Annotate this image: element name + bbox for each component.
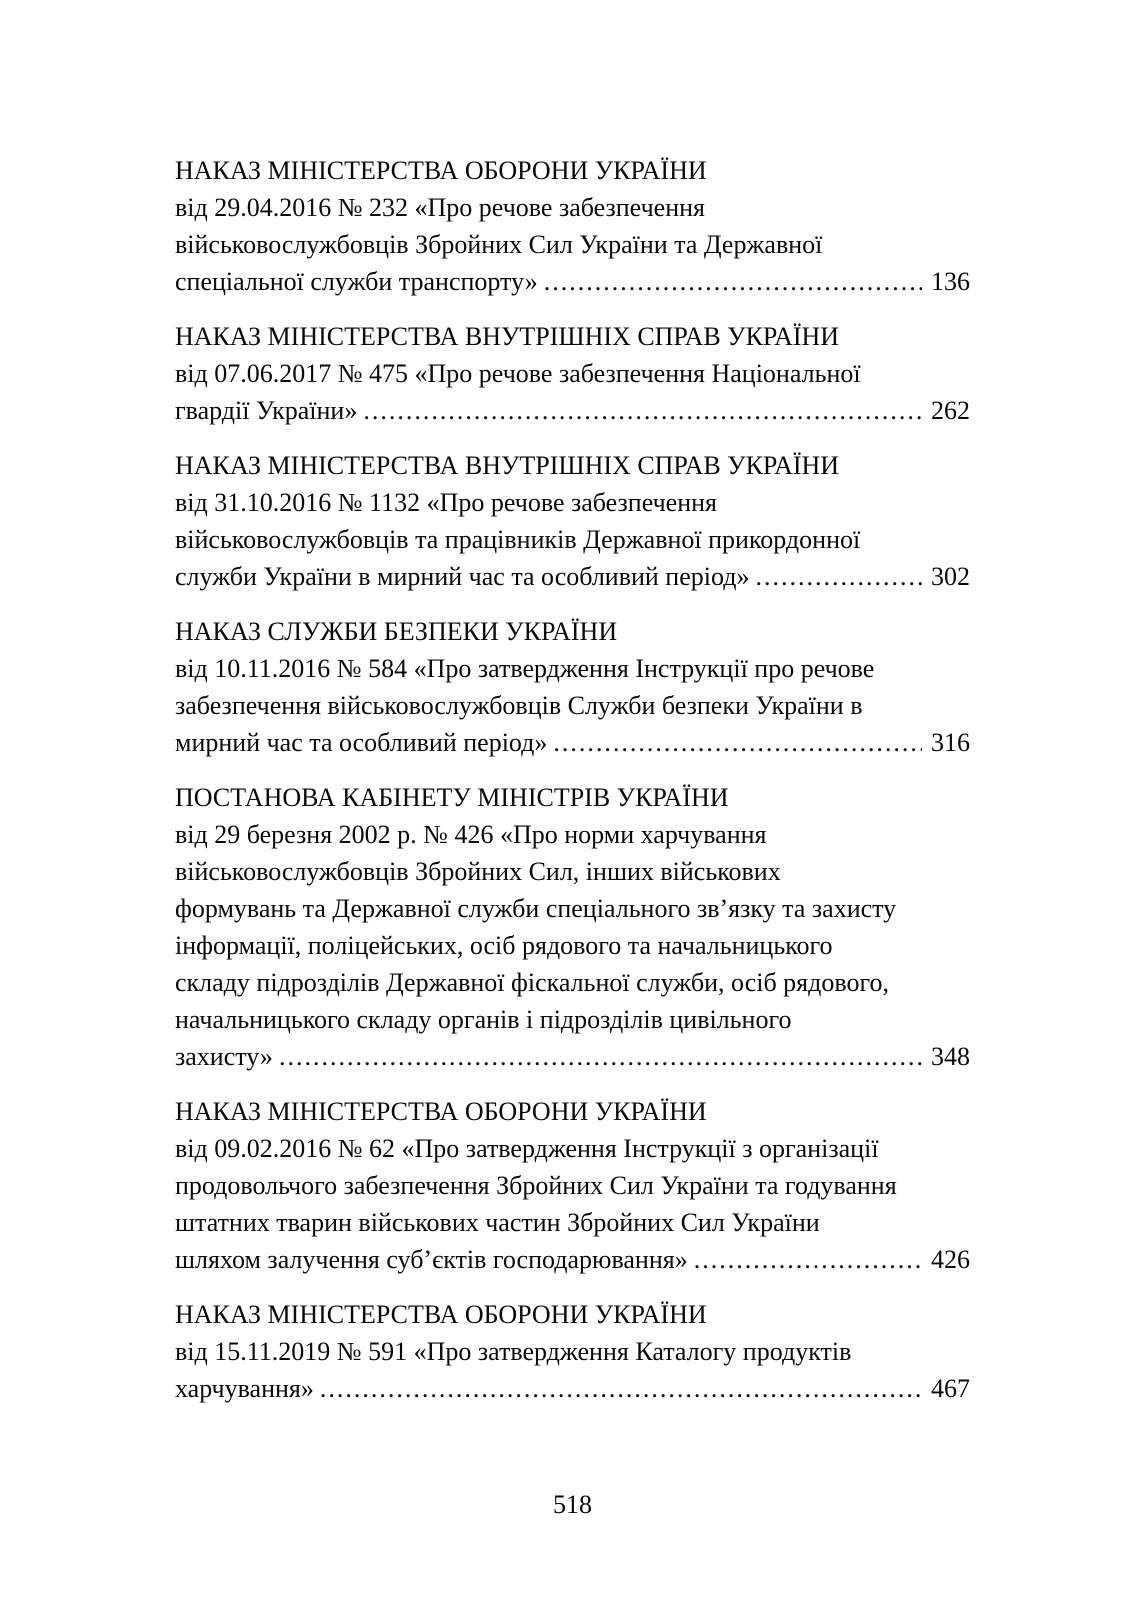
toc-entry-lastline <box>175 724 970 761</box>
toc-entry-body <box>175 650 970 724</box>
toc-entry-line: формувань та Державної служби спеціального зв’язку та захисту <box>175 894 897 923</box>
toc-entry-page-number: 262 <box>931 396 970 425</box>
toc-entry-line: від 07.06.2017 № 475 «Про речове забезпечення Національної <box>175 359 861 388</box>
toc-entry-line: інформації, поліцейських, осіб рядового та начальницького <box>175 931 833 960</box>
toc-entry-line: складу підрозділів Державної фіскальної служби, осіб рядового, <box>175 968 889 997</box>
toc-entry-body <box>175 355 970 392</box>
toc-entry-line: забезпечення військовослужбовців Служби безпеки України в <box>175 691 863 720</box>
toc-entry <box>175 1296 970 1407</box>
toc-entry-body <box>175 484 970 558</box>
dot-leader <box>363 392 922 429</box>
toc-entry-heading: НАКАЗ МІНІСТЕРСТВА ВНУТРІШНІХ СПРАВ УКРАЇНИ <box>175 451 840 480</box>
toc-entry-heading: НАКАЗ СЛУЖБИ БЕЗПЕКИ УКРАЇНИ <box>175 617 618 646</box>
toc-entry-heading: ПОСТАНОВА КАБІНЕТУ МІНІСТРІВ УКРАЇНИ <box>175 783 729 812</box>
toc-entry-lastline-text: спеціальної служби транспорту» <box>175 267 538 296</box>
dot-leader <box>553 724 922 761</box>
toc-entry-lastline-text: мирний час та особливий період» <box>175 728 548 757</box>
toc-entry-lastline <box>175 263 970 300</box>
toc-entry-lastline <box>175 392 970 429</box>
toc-entry-body <box>175 1333 970 1370</box>
toc-entry-page-number: 426 <box>931 1245 970 1274</box>
toc-entry-lastline-text: захисту» <box>175 1042 273 1071</box>
toc-entry-line: від 29 березня 2002 р. № 426 «Про норми харчування <box>175 820 767 849</box>
toc-entry-line: начальницького складу органів і підрозділів цивільного <box>175 1005 792 1034</box>
toc-entry-line: військовослужбовців та працівників Державної прикордонної <box>175 525 861 554</box>
toc-entry <box>175 447 970 595</box>
toc-entry-body <box>175 1130 970 1241</box>
toc-entry <box>175 613 970 761</box>
toc-entry-page-number: 316 <box>931 728 970 757</box>
toc-entry-lastline <box>175 1241 970 1278</box>
toc-entry-line: від 31.10.2016 № 1132 «Про речове забезпечення <box>175 488 718 517</box>
toc-entry-lastline <box>175 1038 970 1075</box>
toc-entry-line: продовольчого забезпечення Збройних Сил України та годування <box>175 1171 897 1200</box>
page-number: 518 <box>553 1490 592 1519</box>
toc-entry <box>175 1093 970 1278</box>
toc-entry-heading: НАКАЗ МІНІСТЕРСТВА ОБОРОНИ УКРАЇНИ <box>175 1097 707 1126</box>
toc-entry-line: від 10.11.2016 № 584 «Про затвердження Інструкції про речове <box>175 654 875 683</box>
toc-entry-heading: НАКАЗ МІНІСТЕРСТВА ОБОРОНИ УКРАЇНИ <box>175 156 707 185</box>
dot-leader <box>694 1241 922 1278</box>
toc-entry-lastline <box>175 1370 970 1407</box>
toc-entry-page-number: 467 <box>931 1374 970 1403</box>
toc-entry-body <box>175 816 970 1038</box>
toc-entry-line: військовослужбовців Збройних Сил, інших військових <box>175 857 781 886</box>
toc-entry-heading: НАКАЗ МІНІСТЕРСТВА ВНУТРІШНІХ СПРАВ УКРАЇНИ <box>175 322 840 351</box>
toc-entry-line: військовослужбовців Збройних Сил України та Державної <box>175 230 823 259</box>
toc-entry-line: від 09.02.2016 № 62 «Про затвердження Інструкції з організації <box>175 1134 879 1163</box>
toc-entry-lastline-text: шляхом залучення суб’єктів господарювання» <box>175 1245 688 1274</box>
toc-entry-page-number: 348 <box>931 1042 970 1071</box>
toc-entry-page-number: 136 <box>931 267 970 296</box>
toc-entry-line: від 15.11.2019 № 591 «Про затвердження Каталогу продуктів <box>175 1337 852 1366</box>
toc-entry <box>175 318 970 429</box>
toc-entry-heading: НАКАЗ МІНІСТЕРСТВА ОБОРОНИ УКРАЇНИ <box>175 1300 707 1329</box>
toc-entry <box>175 779 970 1075</box>
toc-entry <box>175 152 970 300</box>
toc-entry-lastline-text: служби України в мирний час та особливий період» <box>175 562 750 591</box>
dot-leader <box>544 263 922 300</box>
toc-list <box>175 152 970 1425</box>
toc-entry-line: штатних тварин військових частин Збройних Сил України <box>175 1208 820 1237</box>
toc-entry-lastline-text: харчування» <box>175 1374 314 1403</box>
dot-leader <box>320 1370 922 1407</box>
toc-entry-body <box>175 189 970 263</box>
dot-leader <box>755 558 922 595</box>
toc-entry-lastline <box>175 558 970 595</box>
toc-entry-page-number: 302 <box>931 562 970 591</box>
page-footer <box>175 1486 970 1523</box>
dot-leader <box>279 1038 922 1075</box>
toc-entry-lastline-text: гвардії України» <box>175 396 358 425</box>
toc-entry-line: від 29.04.2016 № 232 «Про речове забезпечення <box>175 193 705 222</box>
